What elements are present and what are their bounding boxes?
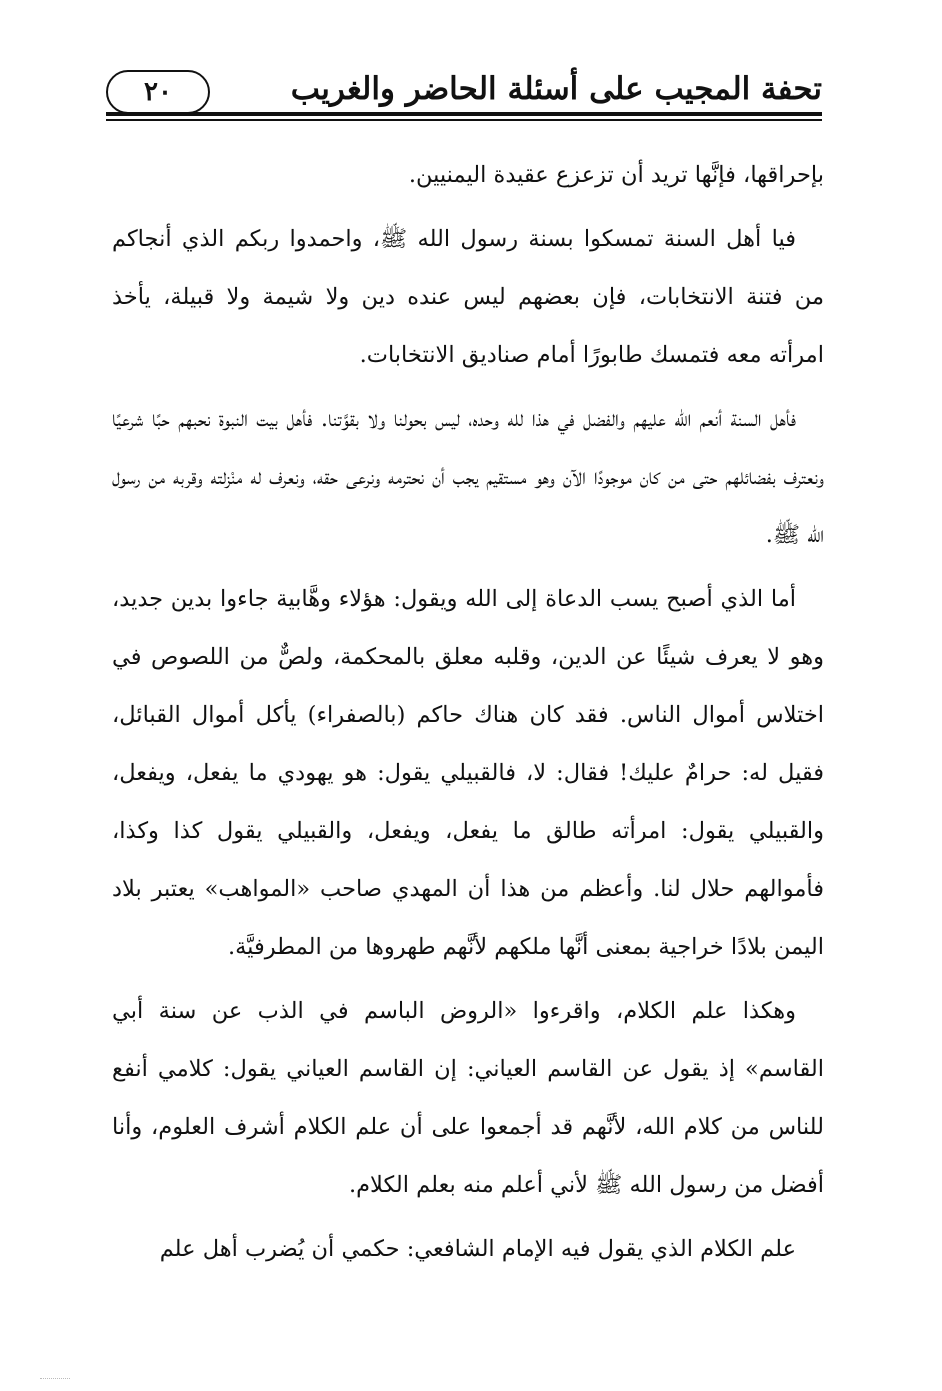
page-header xyxy=(106,52,822,122)
header-rule-thick xyxy=(106,112,822,116)
paragraph: أما الذي أصبح يسب الدعاة إلى الله ويقول: هؤلاء وهَّابية جاءوا بدين جديد، وهو لا يعرف شيئًا عن الدين، وقلبه معلق بالمحكمة، ولصٌّ من اللصوص في اختلاس أموال الناس. فقد كان هناك حاكم (بالصفراء) يأكل أموال القبائل، فقيل له: حرامٌ عليك! فقال: لا، فالقبيلي يقول: هو يهودي ما يفعل، ويفعل، والقبيلي يقول: امرأته طالق ما يفعل، ويفعل، والقبيلي يقول كذا وكذا، فأموالهم حلال لنا. وأعظم من هذا أن المهدي صاحب «المواهب» يعتبر بلاد اليمن بلادًا خراجية بمعنى أنَّها ملكهم لأنَّهم طهروها من المطرفيَّة. xyxy=(112,586,824,960)
page-number: ٢٠ xyxy=(106,70,210,114)
body-text xyxy=(112,146,824,1284)
header-rule-thin xyxy=(106,119,822,121)
paragraph: بإحراقها، فإنَّها تريد أن تزعزع عقيدة اليمنيين. xyxy=(408,162,824,188)
running-title: تحفة المجيب على أسئلة الحاضر والغريب xyxy=(290,71,822,107)
paragraph: فيا أهل السنة تمسكوا بسنة رسول الله ﷺ، واحمدوا ربكم الذي أنجاكم من فتنة الانتخابات، فإن بعضهم ليس عنده دين ولا شيمة ولا قبيلة، يأخذ امرأته معه فتمسك طابورًا أمام صناديق الانتخابات. xyxy=(112,226,824,368)
scan-mark xyxy=(40,1378,70,1383)
paragraph: وهكذا علم الكلام، واقرءوا «الروض الباسم في الذب عن سنة أبي القاسم» إذ يقول عن القاسم العياني: إن القاسم العياني يقول: كلامي أنفع للناس من كلام الله، لأنَّهم قد أجمعوا على أن علم الكلام أشرف العلوم، وأنا أفضل من رسول الله ﷺ لأني أعلم منه بعلم الكلام. xyxy=(112,998,824,1198)
paragraph: فأهل السنة أنعم الله عليهم والفضل في هذا لله وحده، ليس بحولنا ولا بقوَّتنا. فأهل بيت النبوة نحبهم حبًا شرعيًا ونعترف بفضائلهم حتى من كان موجودًا الآن وهو مستقيم يجب أن نحترمه ونرعى حقه، ونعرف له منْزلته وقربه من رسول الله ﷺ. xyxy=(112,406,824,548)
paragraph: علم الكلام الذي يقول فيه الإمام الشافعي: حكمي أن يُضرب أهل علم xyxy=(159,1236,796,1262)
